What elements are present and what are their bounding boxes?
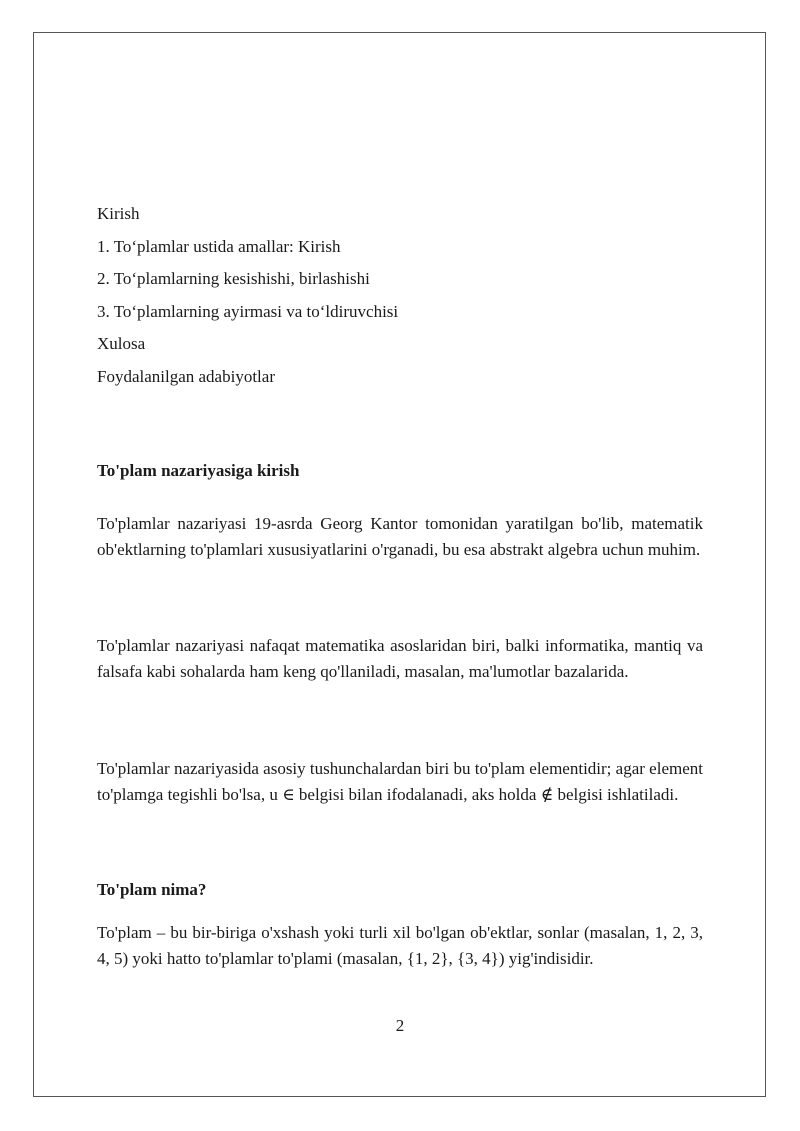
paragraph-text: To'plamlar nazariyasida asosiy tushunchalardan biri bu to'plam elementidir; agar element to'plamga tegishli bo'lsa, u ∈ belgisi bilan ifodalanadi, aks holda ∉ belgisi ishlatiladi. xyxy=(97,759,703,804)
paragraph-text: To'plam – bu bir-biriga o'xshash yoki turli xil bo'lgan ob'ektlar, sonlar (masalan, 1, 2, 3, 4, 5) yoki hatto to'plamlar to'plami (masalan, {1, 2}, {3, 4}) yig'indisidir. xyxy=(97,923,703,968)
paragraph-intro-3 xyxy=(97,756,703,808)
page-number: 2 xyxy=(395,1016,405,1035)
toc-item-references[interactable]: Foydalanilgan adabiyotlar xyxy=(97,366,275,386)
paragraph-intro-2 xyxy=(97,633,703,685)
toc-item-chapter-2[interactable]: 2. To‘plamlarning kesishishi, birlashishi xyxy=(97,269,370,289)
paragraph-intro-1 xyxy=(97,511,703,563)
toc-item-introduction[interactable]: Kirish xyxy=(97,204,140,223)
section-heading-what-is-set: To'plam nima? xyxy=(97,880,207,899)
paragraph-text: To'plamlar nazariyasi nafaqat matematika asoslaridan biri, balki informatika, mantiq va falsafa kabi sohalarda ham keng qo'llaniladi, masalan, ma'lumotlar bazalarida. xyxy=(97,636,703,681)
paragraph-set-definition xyxy=(97,920,703,972)
paragraph-text: To'plamlar nazariyasi 19-asrda Georg Kantor tomonidan yaratilgan bo'lib, matematik ob'ektlarning to'plamlari xususiyatlarini o'rganadi, bu esa abstrakt algebra uchun muhim. xyxy=(97,514,703,559)
toc-item-chapter-1[interactable]: 1. To‘plamlar ustida amallar: Kirish xyxy=(97,236,341,256)
table-of-contents xyxy=(97,198,703,394)
toc-item-chapter-3[interactable]: 3. To‘plamlarning ayirmasi va to‘ldiruvchisi xyxy=(97,301,399,321)
section-heading-intro: To'plam nazariyasiga kirish xyxy=(97,461,300,480)
toc-item-conclusion[interactable]: Xulosa xyxy=(97,334,146,354)
